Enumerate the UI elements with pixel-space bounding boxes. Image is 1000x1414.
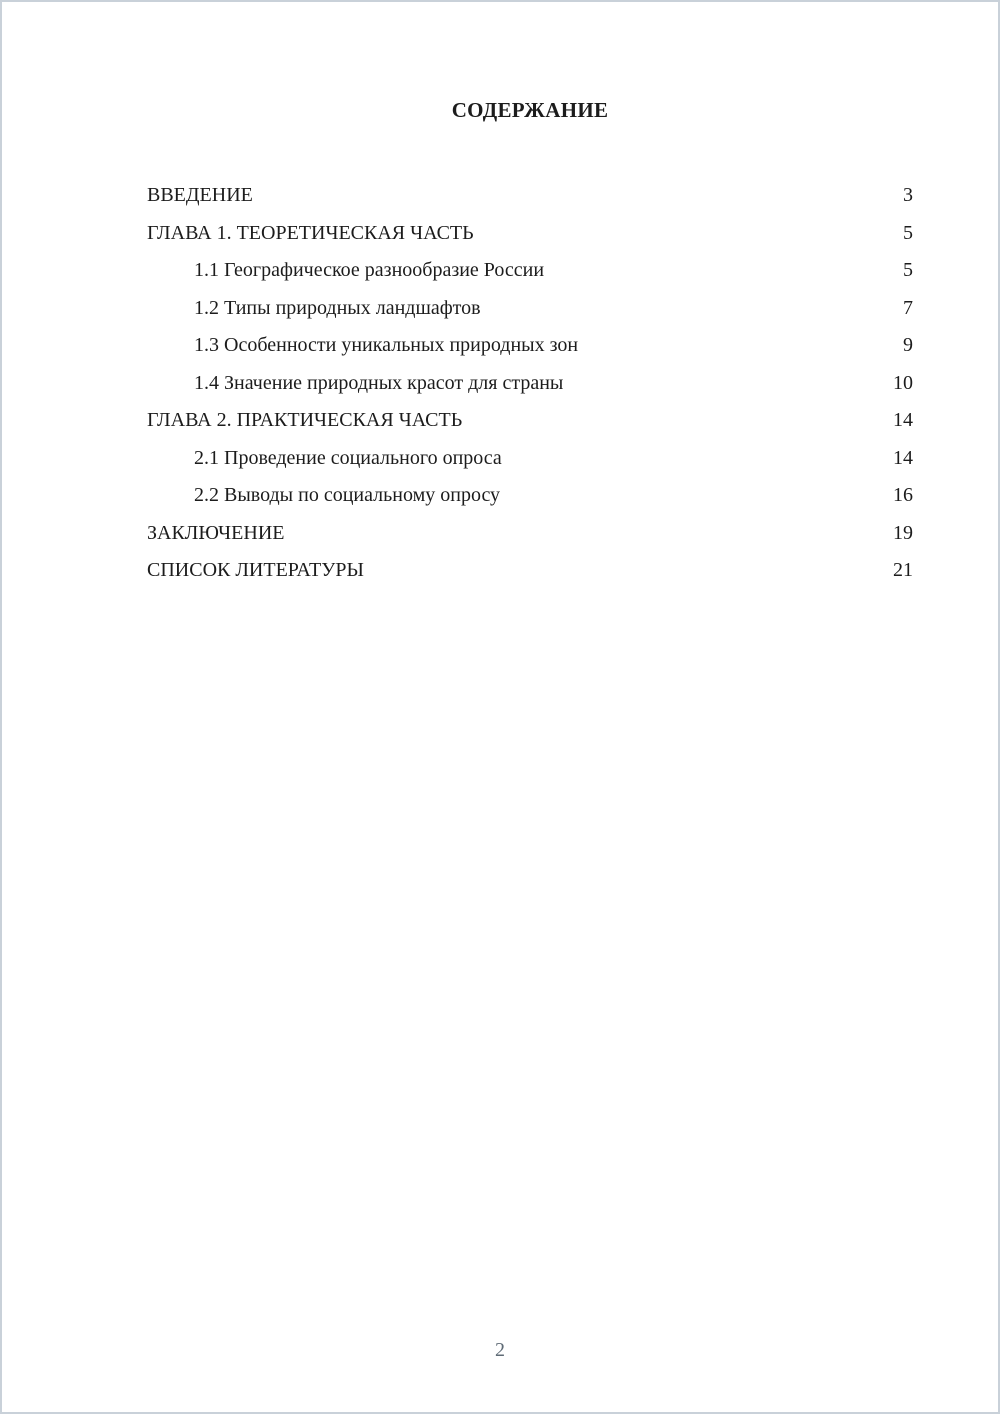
toc-entry-page: 9 xyxy=(903,334,913,356)
toc-entry xyxy=(147,177,913,215)
toc-entry xyxy=(147,440,913,478)
toc-entry-label: ГЛАВА 2. ПРАКТИЧЕСКАЯ ЧАСТЬ xyxy=(147,409,463,431)
toc-entry-page: 14 xyxy=(893,409,913,431)
toc-entry xyxy=(147,477,913,515)
table-of-contents xyxy=(147,177,913,590)
toc-entry-label: ГЛАВА 1. ТЕОРЕТИЧЕСКАЯ ЧАСТЬ xyxy=(147,221,474,244)
toc-entry-label: СПИСОК ЛИТЕРАТУРЫ xyxy=(147,559,364,581)
toc-entry xyxy=(147,327,913,365)
toc-entry-label: 1.2 Типы природных ландшафтов xyxy=(194,296,481,319)
toc-entry-label: ЗАКЛЮЧЕНИЕ xyxy=(147,521,285,544)
toc-entry xyxy=(147,215,913,253)
toc-entry-label: 1.4 Значение природных красот для страны xyxy=(194,371,564,394)
toc-entry-page: 16 xyxy=(893,484,913,506)
toc-entry-page: 5 xyxy=(903,221,913,244)
toc-entry xyxy=(147,552,913,590)
toc-entry-page: 7 xyxy=(903,296,913,319)
toc-entry-label: 1.1 Географическое разнообразие России xyxy=(194,259,545,281)
toc-entry xyxy=(147,365,913,403)
toc-entry-page: 19 xyxy=(893,521,913,544)
toc-entry xyxy=(147,515,913,553)
toc-entry xyxy=(147,290,913,328)
toc-entry-page: 5 xyxy=(903,259,913,281)
toc-entry-label: 2.1 Проведение социального опроса xyxy=(194,446,502,469)
toc-entry-label: ВВЕДЕНИЕ xyxy=(147,184,253,206)
toc-entry-page: 10 xyxy=(893,371,913,394)
page-number: 2 xyxy=(495,1339,505,1361)
page-title: СОДЕРЖАНИЕ xyxy=(451,98,609,122)
toc-entry-page: 21 xyxy=(893,559,913,581)
toc-entry-page: 3 xyxy=(903,184,913,206)
toc-entry xyxy=(147,252,913,290)
toc-entry-label: 2.2 Выводы по социальному опросу xyxy=(194,484,501,506)
toc-entry-page: 14 xyxy=(893,446,913,469)
toc-entry-label: 1.3 Особенности уникальных природных зон xyxy=(194,334,579,356)
toc-entry xyxy=(147,402,913,440)
